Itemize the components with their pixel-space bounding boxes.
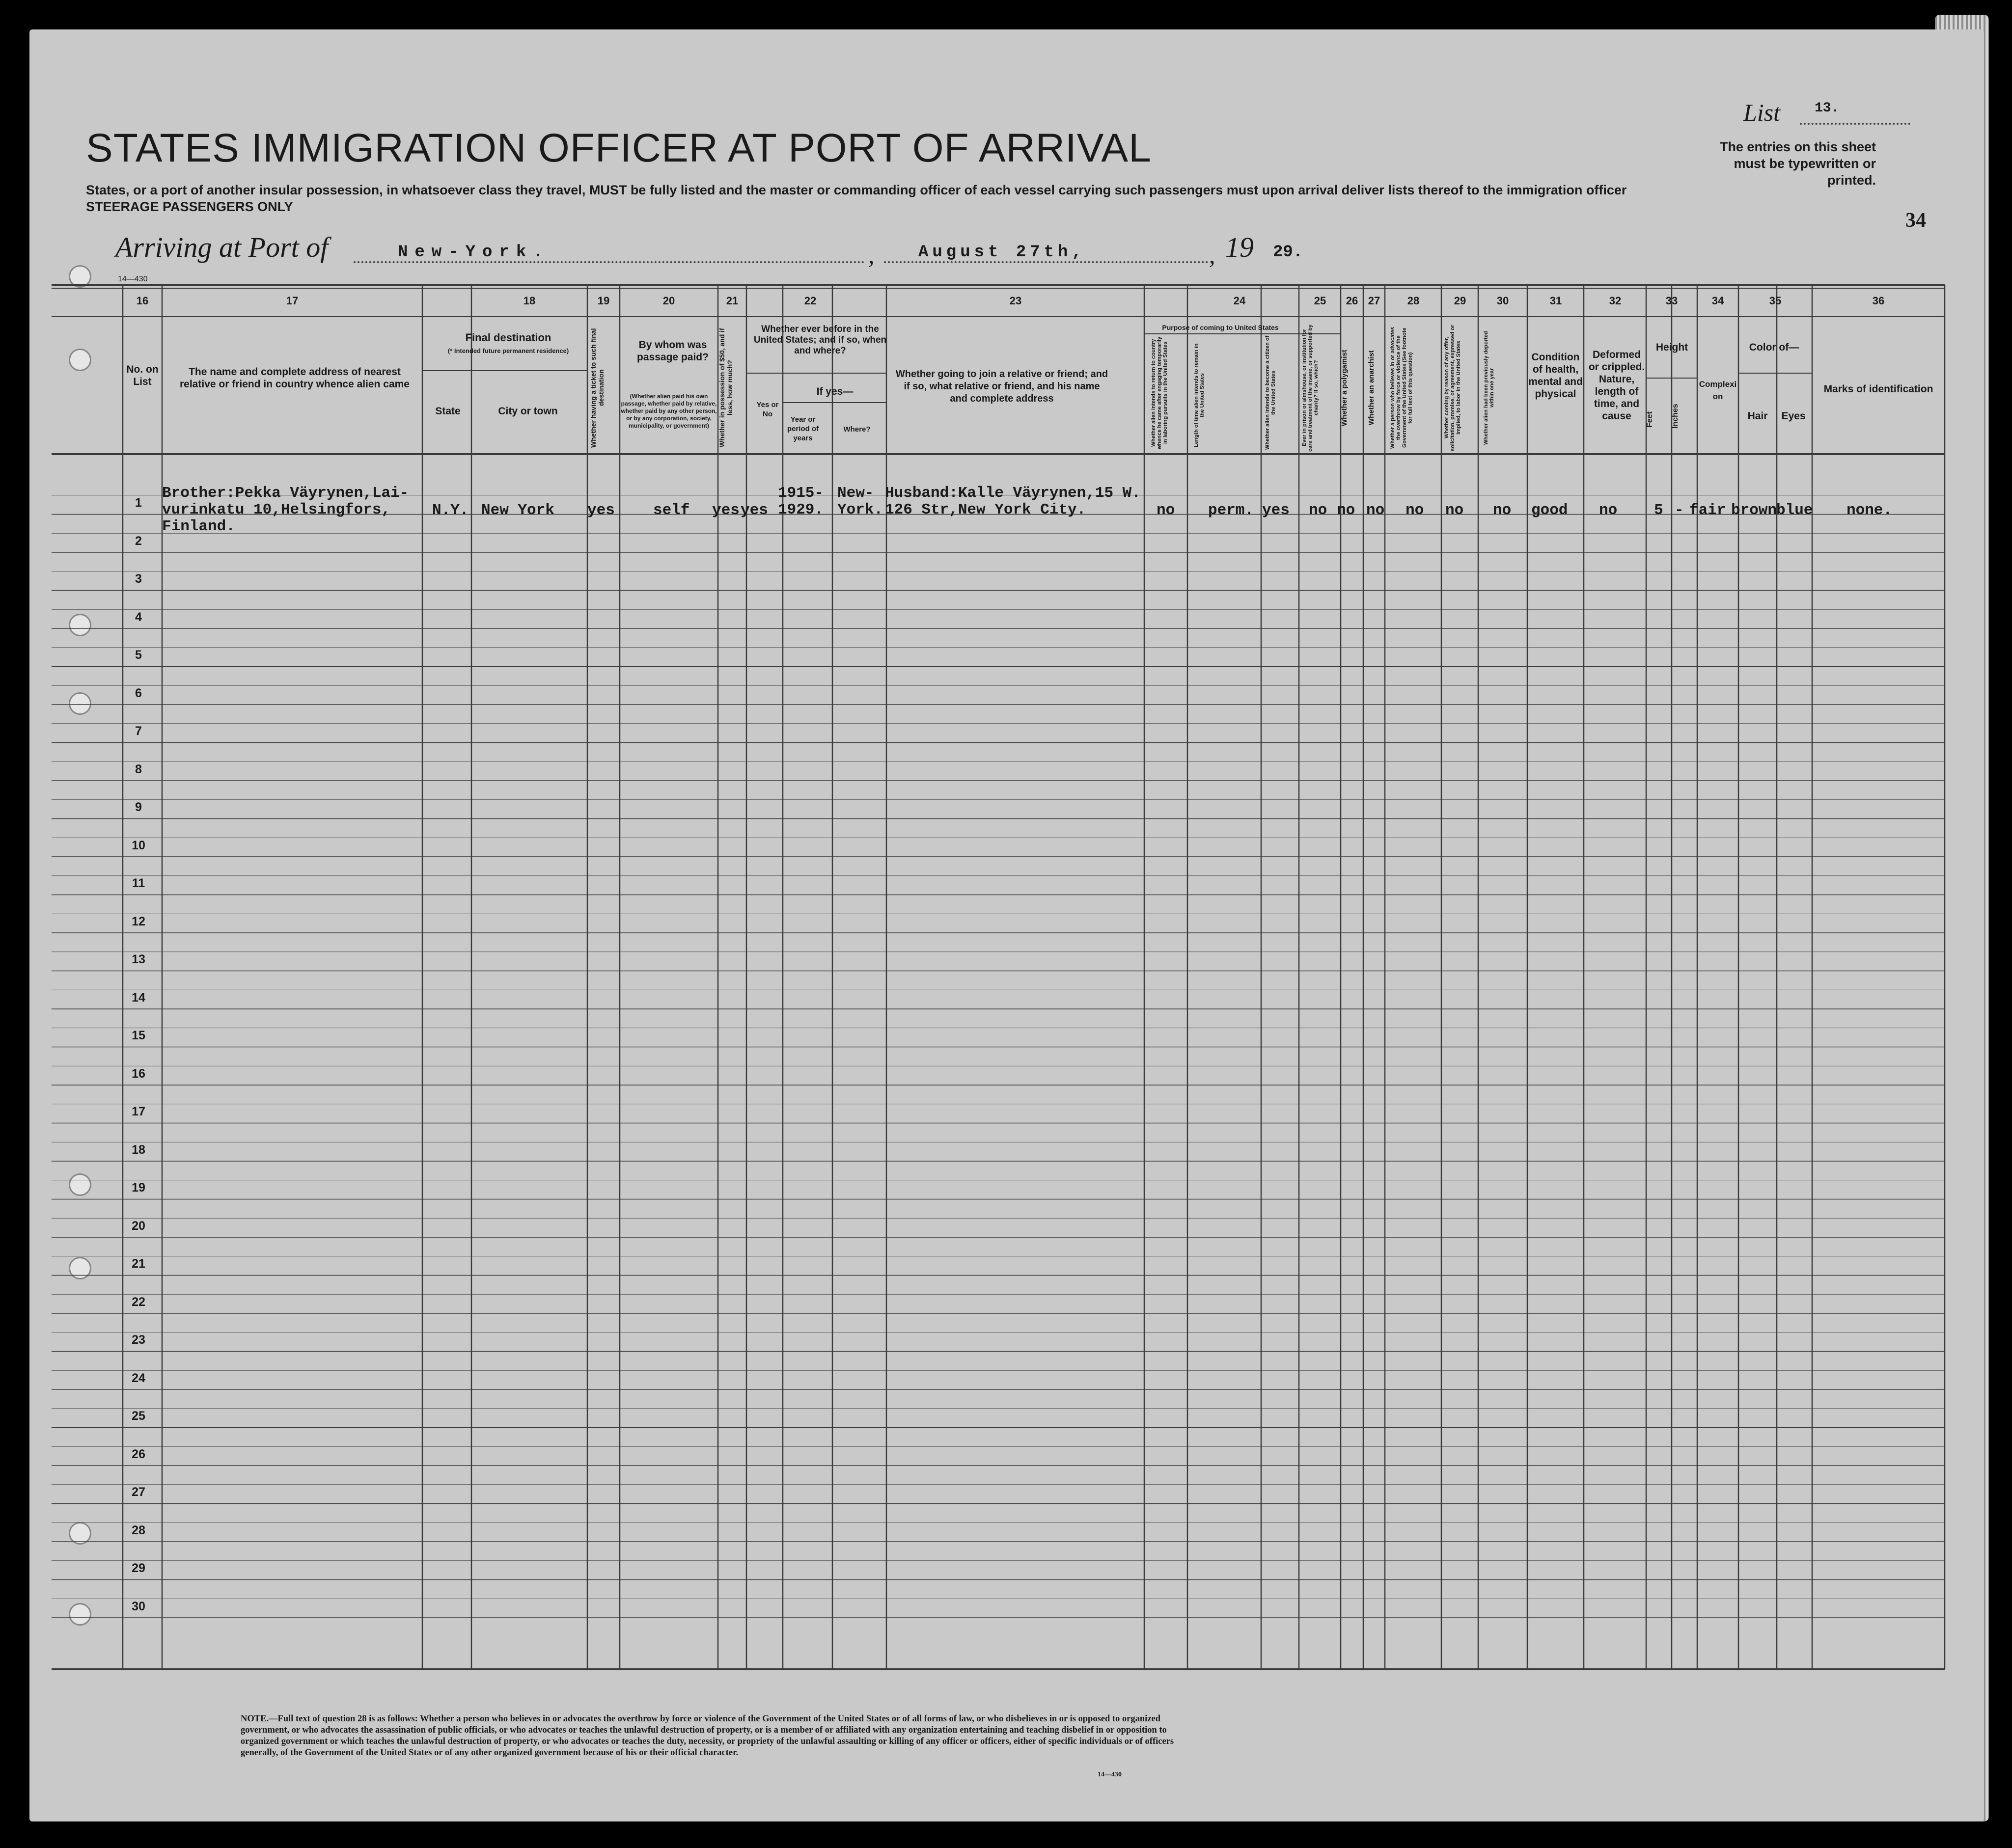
- col33-header: Height: [1655, 342, 1688, 353]
- entry-deported: no: [1493, 502, 1512, 519]
- entry-feet: 5: [1654, 502, 1663, 519]
- entry-money: yes: [712, 502, 740, 519]
- col21-header: Whether in possession of $50, and if less, how much?: [718, 328, 734, 448]
- col19-header: Whether having a ticket to such final destination: [589, 328, 605, 448]
- row-number: 24: [132, 1371, 145, 1385]
- col24-header: Purpose of coming to United States: [1162, 324, 1279, 331]
- col18-state-header: State: [435, 406, 461, 417]
- relative-line: vurinkatu 10,Helsingfors,: [162, 501, 391, 518]
- column-number: 23: [1009, 295, 1022, 307]
- entry-years: [778, 485, 824, 518]
- col20-subheader: (Whether alien paid his own passage, whether paid by relative, whether paid by any other person, or by any corporation, society, municipality, or government): [621, 393, 717, 429]
- col32-header: Deformed or crippled. Nature, length of time, and cause: [1588, 349, 1645, 422]
- typewritten-instruction: The entries on this sheet must be typewritten or printed.: [1719, 139, 1876, 188]
- column-number: 35: [1769, 295, 1782, 307]
- row-number: 5: [135, 648, 142, 662]
- comma: ,: [868, 241, 875, 269]
- column-number: 28: [1407, 295, 1420, 307]
- joining-line: 126 Str,New York City.: [885, 501, 1086, 518]
- row-number: 22: [132, 1295, 145, 1309]
- entry-passage: self: [653, 502, 690, 519]
- col16-header: No. on List: [126, 364, 159, 387]
- column-number: 29: [1454, 295, 1466, 307]
- entry-polygamist: no: [1337, 502, 1355, 519]
- year-prefix: 19: [1225, 231, 1254, 263]
- entry-marks: none.: [1847, 502, 1893, 519]
- row-number: 13: [132, 952, 145, 966]
- footnote: NOTE.—Full text of question 28 is as follows: Whether a person who believes in or advocates the overthrow by force or violence of the Government of the United States or of all forms of law, or who disbelieves in or is opposed to organized government, or who advocates the assassination of public officials, or who advocates or teaches the unlawful destruction of property, or is a member of or affiliated with any organization entertaining and teaching disbelief in or opposition to organized government or which teaches the unlawful destruction of property, or who advocates or teaches the duty, necessity, or propriety of the unlawful assaulting or killing of any officer or officers, either of specific individuals or of officers generally, of the Government of the United States or of any other organized government because of his or their official character.: [241, 1714, 1174, 1758]
- col27-header: Whether an anarchist: [1367, 350, 1376, 426]
- row-number: 27: [132, 1485, 145, 1499]
- column-number: 18: [523, 295, 536, 307]
- row-number: 15: [132, 1029, 145, 1042]
- entry-where: [837, 485, 883, 518]
- row-number: 18: [132, 1142, 145, 1157]
- col24b-header: Length of time alien intends to remain in the United States: [1193, 343, 1205, 447]
- column-number: 36: [1872, 295, 1885, 307]
- entry-offer: no: [1445, 502, 1464, 519]
- page-title: STATES IMMIGRATION OFFICER AT PORT OF ARRIVAL: [86, 126, 1152, 170]
- col17-header: The name and complete address of nearest relative or friend in country whence alien came: [180, 366, 410, 390]
- col20-header: By whom was passage paid?: [637, 339, 709, 363]
- row-number: 19: [132, 1181, 145, 1195]
- column-number: 31: [1549, 295, 1562, 307]
- entry-deformed: no: [1599, 502, 1618, 519]
- row-number: 6: [135, 686, 142, 700]
- entry-complexion: fair: [1689, 502, 1726, 519]
- entry-prison: no: [1309, 502, 1327, 519]
- entry-hair: brown: [1731, 502, 1777, 519]
- column-number: 26: [1346, 295, 1358, 307]
- col30-header: Whether alien had been previously deported within one year: [1483, 331, 1495, 445]
- column-number: 32: [1609, 295, 1622, 307]
- col28-header: Whether a person who believes in or advocates the overthrow by force or violence of the Government of the United States (See footnote for full text of this question): [1390, 326, 1413, 449]
- column-number: 21: [726, 295, 739, 307]
- year-suffix: 29.: [1273, 243, 1303, 262]
- col22-header: Whether ever before in the United States; and if so, when and where?: [753, 324, 887, 356]
- column-number: 33: [1665, 295, 1678, 307]
- row-number: 10: [132, 838, 145, 852]
- row-number: 17: [132, 1105, 145, 1118]
- row-number: 25: [132, 1409, 145, 1423]
- column-number: 24: [1233, 295, 1246, 307]
- row-number: 2: [135, 534, 142, 548]
- col35-eyes-header: Eyes: [1781, 410, 1806, 422]
- entry-length: perm.: [1208, 502, 1254, 519]
- col36-header: Marks of identification: [1823, 383, 1933, 395]
- entry-state: N.Y.: [432, 502, 469, 519]
- row-number: 11: [132, 876, 145, 890]
- row-number: 21: [132, 1257, 145, 1271]
- col24a-header: Whether alien intends to return to country whence he came after engaging temporarily in laboring pursuits in the United States: [1151, 336, 1168, 449]
- entry-overthrow: no: [1406, 502, 1424, 519]
- footnote-code: 14—430: [1098, 1771, 1122, 1778]
- col26-header: Whether a polygamist: [1340, 350, 1349, 426]
- row-number: 9: [135, 800, 142, 814]
- row-number: 4: [135, 610, 142, 624]
- comma: ,: [1209, 241, 1215, 269]
- col31-header: Condition of health, mental and physical: [1528, 352, 1583, 400]
- list-number: 13.: [1815, 101, 1840, 116]
- subtitle-text: States, or a port of another insular possession, in whatsoever class they travel, MUST be fully listed and the master or commanding officer of each vessel carrying such passengers must upon arrival deliver lists thereof to the immigration officer: [86, 183, 1627, 197]
- col35-hair-header: Hair: [1747, 410, 1768, 422]
- entry-health: good: [1531, 502, 1568, 519]
- col33-feet-header: Feet: [1646, 411, 1654, 428]
- row-number: 28: [132, 1523, 145, 1537]
- port-value: New-York.: [398, 243, 550, 262]
- entry-inches: -: [1675, 502, 1684, 519]
- steerage-label: STEERAGE PASSENGERS ONLY: [86, 199, 293, 214]
- col33-inches-header: Inches: [1671, 404, 1680, 429]
- column-number: 16: [136, 295, 149, 307]
- column-number: 17: [286, 295, 299, 307]
- where-line: New-: [837, 485, 874, 502]
- row-number: 30: [132, 1599, 145, 1613]
- row-number: 12: [132, 914, 145, 928]
- column-number: 27: [1368, 295, 1380, 307]
- years-line: 1915-: [778, 485, 824, 502]
- col22-ifyes-header: If yes—: [816, 386, 854, 397]
- row-number: 29: [132, 1561, 145, 1575]
- entry-city: New York: [481, 502, 554, 519]
- list-label: List: [1743, 99, 1781, 126]
- where-line: York.: [837, 501, 883, 518]
- entry-before: yes: [741, 502, 768, 519]
- column-number: 25: [1314, 295, 1326, 307]
- entry-relative: [162, 485, 409, 535]
- row-number: 7: [135, 724, 142, 738]
- col18-city-header: City or town: [498, 406, 558, 417]
- row-number: 14: [132, 990, 145, 1005]
- col34-header: Complexion: [1699, 380, 1737, 401]
- form-code: 14—430: [118, 275, 148, 283]
- col24c-header: Whether alien intends to become a citizen of the United States: [1265, 335, 1276, 450]
- column-number: 34: [1711, 295, 1724, 307]
- column-number: 30: [1496, 295, 1509, 307]
- col22-where-header: Where?: [843, 425, 871, 434]
- years-line: 1929.: [778, 501, 824, 518]
- joining-line: Husband:Kalle Väyrynen,15 W.: [885, 485, 1141, 502]
- relative-line: Finland.: [162, 518, 235, 535]
- col25-header: Ever in prison or almshouse, or institution for care and treatment of the insane, or supported by charity? If so, which?: [1301, 324, 1319, 452]
- date-value: August 27th,: [918, 243, 1086, 262]
- column-number: 22: [804, 295, 817, 307]
- entry-return: no: [1157, 502, 1175, 519]
- arriving-label: Arriving at Port of: [115, 231, 329, 263]
- col29-header: Whether coming by reason of any offer, solicitation, promise, or agreement, expressed or implied, to labor in the United States: [1444, 325, 1461, 451]
- row-number: 23: [132, 1333, 145, 1347]
- row-number: 26: [132, 1447, 145, 1461]
- row-number: 16: [132, 1066, 145, 1081]
- page-number: 34: [1905, 209, 1926, 232]
- column-number: 19: [597, 295, 610, 307]
- entry-eyes: blue: [1776, 502, 1813, 519]
- entry-ticket: yes: [587, 502, 615, 519]
- row-number: 8: [135, 762, 142, 776]
- relative-line: Brother:Pekka Väyrynen,Lai-: [162, 485, 409, 502]
- entry-citizen: yes: [1262, 502, 1290, 519]
- row-number: 3: [135, 572, 142, 586]
- row-number: 20: [132, 1219, 145, 1233]
- col22-yesno-header: Yes or No: [756, 401, 779, 418]
- col18-subheader: (* Intended future permanent residence): [447, 347, 569, 354]
- entry-joining: [885, 485, 1141, 518]
- row-number: 1: [135, 496, 142, 510]
- col18-header: Final destination: [465, 331, 551, 344]
- col22-year-header: Year or period of years: [787, 415, 819, 442]
- entry-anarchist: no: [1366, 502, 1385, 519]
- col35-header: Color of—: [1749, 342, 1799, 353]
- col23-header: Whether going to join a relative or friend; and if so, what relative or friend, and his name and complete address: [895, 369, 1108, 404]
- column-number: 20: [662, 295, 675, 307]
